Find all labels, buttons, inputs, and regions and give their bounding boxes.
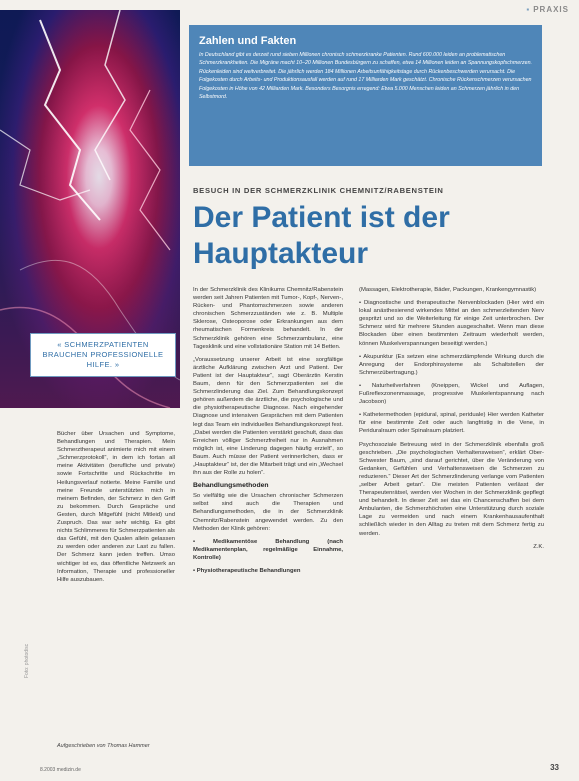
mid-paragraph-2: „Voraussetzung unserer Arbeit ist eine sorgfältige ärztliche Aufklärung zwischen Arzt und Patient. Der Patient ist der Hauptakteur“, sagt Oberärztin Kerstin Baum, denn für den Schmerzpatienten sei die Schmerzlinderung das Ziel. Zum Behandlungskonzept gehören außerdem die ärztliche, die psychologische und die physiotherapeutische Diagnose. Nach eingehender Diagnose und intensiven Gesprächen mit dem Patienten legt das Team ein individuelles Behandlungskonzept fest. „Dabei werden die Patienten verstärkt geschult, dass das Erreichen völliger Schmerzfreiheit nur in Ausnahmen möglich ist, eine Linderung dagegen häufig erzielt“, so Baum. Auch müsse der Patient verinnerlichen, dass er „Hauptakteur“ ist, der die Mitarbeit trägt und ein „Wechsel ihn aus der Rolle zu holen“. <box>193 356 343 477</box>
author-sign: Z.K. <box>533 543 544 550</box>
bullet-icon: ▪ <box>526 5 531 14</box>
right-paragraph-2: Psychosoziale Betreuung wird in der Schmerzklinik ebenfalls groß geschrieben. „Die psychologischen Verhaltensweisen“, erklärt Ober-Schwester Baum, „sind darauf gerichtet, über die Veränderung von Gedanken, Gefühlen und Verhaltensweisen die Schmerzen zu reduzieren.“ Dieser Art der Schmerzlinderung verlange vom Patienten „selber Arbeit getan“. Die meisten Patienten verlässt der Therapeutenrätsel, werden vier Wochen in der Schmerzklinik gepflegt und behandelt. In dieser Zeit sei das ein Chancenschaffen bei dem Ambulanten, die Schmerzhöchsten eine Unterstützung durch soziale Lage zu vermeiden und nach einem Krankenhausaufenthalt schließlich wieder in den Alltag zu treten mit dem Schmerz fertig zu werden. <box>359 441 544 537</box>
article-kicker: BESUCH IN DER SCHMERZKLINIK CHEMNITZ/RABENSTEIN <box>193 186 444 195</box>
mid-paragraph-3: So vielfältig wie die Ursachen chronischer Schmerzen selbst sind auch die Therapien und Behandlungsmethoden, die in der Schmerzklinik Chemnitz/Rabenstein angewendet werden. Zu den Methoden der Klinik gehören: <box>193 493 343 532</box>
caption: Aufgeschrieben von Thomas Hammer <box>57 743 150 749</box>
mid-bullet-2: • Physiotherapeutische Behandlungen <box>193 568 301 574</box>
article-headline: Der Patient ist der Hauptakteur <box>193 201 450 270</box>
mid-paragraph-1: In der Schmerzklinik des Klinikums Chemnitz/Rabenstein werden seit Jahren Patienten mit Tumor-, Kopf-, Nerven-, Rücken- und Phantomschmerzen sowie anderen chronischen Schmerzzuständen wie z. B. Multiple Sklerose, Osteoporose oder Erkrankungen aus dem rheumatischen Formenkreis behandelt. In der Schmerzklinik gehören eine Schmerzambulanz, eine Tagesklinik und eine vollstationäre Station mit 14 Betten. <box>193 287 343 350</box>
right-paragraph-1: (Massagen, Elektrotherapie, Bäder, Packungen, Krankengymnastik) <box>359 287 537 293</box>
facts-title: Zahlen und Fakten <box>199 35 297 47</box>
mid-bullet-1: • Medikamentöse Behandlung (nach Medikamentenplan, regelmäßige Einnahme, Kontrolle) <box>193 538 343 561</box>
photo-credit: Foto: photodisc <box>24 643 30 678</box>
page-number: 33 <box>550 763 559 772</box>
right-bullet-1: • Diagnostische und therapeutische Nervenblockaden (Hier wird ein lokal anästhesierend wirkendes Mittel an den schmerzleitenden Nerv gespritzt und so die Weiterleitung für einige Zeit unterbrochen. Der Schmerz wird für mehrere Stunden ausgeschaltet. Wenn man diese Blockaden über einen bestimmten Zeitraum wiederholt werden, können Muskelverspannungen beseitigt werden.) <box>359 300 544 347</box>
subhead-methods: Behandlungsmethoden <box>193 482 269 490</box>
section-label <box>526 5 569 14</box>
facts-box <box>189 25 542 166</box>
column-middle <box>193 286 343 580</box>
column-right <box>359 286 544 556</box>
footer-issue: 8.2003 medizin.de <box>40 767 81 773</box>
facts-body: In Deutschland gibt es derzeit rund sieben Millionen chronisch schmerzkranke Patienten. Rund 600.000 leiden an problematischen Schmerzkrankheiten. Die Migräne macht 10–20 Millionen Bundesbürgern zu schaffen, etwa 14 Millionen leiden an Spannungskopfschmerzen. Rückenleiden sind weitverbreitet. Die jährlich werden 184 Millionen Arbeitsunfähigkeitstage durch Rückenbeschwerden verursacht. Die Folgekosten durch Arbeits- und Produktionsausfall werden auf rund 17 Milliarden Mark geschätzt. Chronische Rückenschmerzen verursachen Folgekosten in Höhe von 42 Milliarden Mark. Besonders Besorgnis erregend: Etwa 5.000 Menschen leiden an Schmerzen jährlich in den Selbstmord. <box>199 52 533 101</box>
left-paragraph: Bücher über Ursachen und Symptome, Behandlungen und Therapien. Mein Schmerztherapeut animierte mich mit einem „Schmerzprotokoll“, in dem ich fortan all meine Aktivitäten (berufliche und private) sowie Fortschritte und Rückschritte im Heilungsverlauf notierte. Meine Familie und meine Freunde unterstützten mich in meinem Befinden, der Schmerz in den Griff zu bekommen. Durch Gespräche und Gesten, durch Mitgefühl (nicht Mitleid) und Zuspruch. Das war sehr wichtig. Es gibt nichts Schlimmeres für Schmerzpatienten als das Gefühl, mit den Qualen allein gelassen zu werden oder anderen zur Last zu fallen. Der Schmerz kann jeden treffen. Umso wichtiger ist es, das öffentliche Netzwerk an Information, Therapie und professioneller Hilfe auszubauen. <box>57 431 175 583</box>
column-left <box>57 430 175 589</box>
right-bullet-4: • Kathetermethoden (epidural, spinal, periduale) Hier werden Katheter für eine bestimmte Zeit oder auch langfristig in die Vene, in Periduralraum oder Spinalraum platziert. <box>359 412 544 435</box>
pull-quote: « SCHMERZPATIENTEN BRAUCHEN PROFESSIONELLE HILFE. » <box>30 333 176 377</box>
right-bullet-2: • Akupunktur (Es setzen eine schmerzdämpfende Wirkung durch die Anregung der Endorphinsysteme als Schaltstellen der Schmerzübertragung.) <box>359 353 544 376</box>
section-text: PRAXIS <box>533 5 569 14</box>
right-bullet-3: • Naturheilverfahren (Kneippen, Wickel und Auflagen, Fußreflexzonenmassage, progressive Muskelentspannung nach Jacobson) <box>359 382 544 406</box>
